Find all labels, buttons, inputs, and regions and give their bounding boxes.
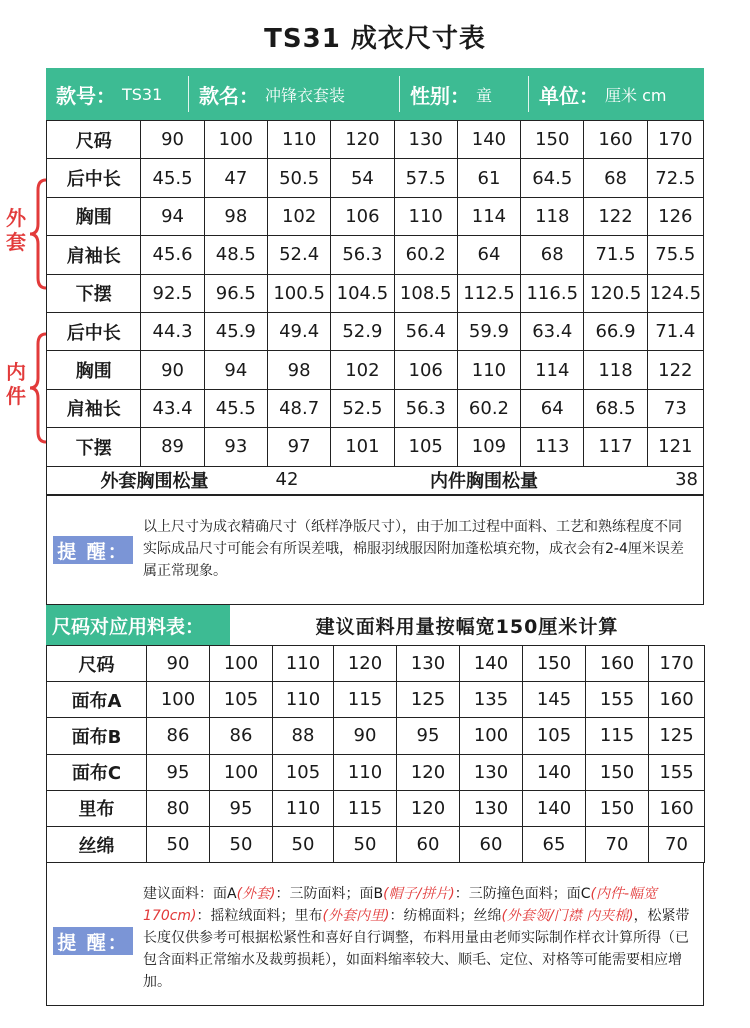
size-cell: 150 bbox=[523, 646, 586, 682]
style-name bbox=[189, 68, 399, 120]
row-label: 后中长 bbox=[47, 312, 141, 350]
style-name-value: 冲锋衣套装 bbox=[265, 85, 346, 105]
table-cell: 52.5 bbox=[331, 389, 394, 427]
note-highlight: (内件-幅宽170cm) bbox=[143, 886, 658, 924]
table-cell: 95 bbox=[210, 790, 273, 826]
note-box bbox=[46, 495, 704, 605]
divider bbox=[188, 76, 189, 112]
size-cell: 140 bbox=[460, 646, 523, 682]
row-label: 肩袖长 bbox=[47, 236, 141, 274]
table-cell: 44.3 bbox=[141, 312, 204, 350]
table-cell: 94 bbox=[141, 197, 204, 235]
table-cell: 45.9 bbox=[204, 312, 267, 350]
table-cell: 121 bbox=[647, 428, 703, 466]
table-cell: 140 bbox=[523, 754, 586, 790]
row-label: 面布C bbox=[47, 754, 147, 790]
table-cell: 89 bbox=[141, 428, 204, 466]
table-cell: 155 bbox=[649, 754, 705, 790]
fabric-header-label: 尺码对应用料表： bbox=[46, 605, 230, 645]
table-cell: 110 bbox=[273, 682, 334, 718]
table-cell: 140 bbox=[523, 790, 586, 826]
table-cell: 60.2 bbox=[394, 236, 457, 274]
size-cell: 110 bbox=[267, 121, 330, 159]
table-cell: 105 bbox=[394, 428, 457, 466]
table-cell: 135 bbox=[460, 682, 523, 718]
size-cell: 130 bbox=[397, 646, 460, 682]
table-cell: 105 bbox=[210, 682, 273, 718]
table-cell: 48.7 bbox=[267, 389, 330, 427]
table-cell: 88 bbox=[273, 718, 334, 754]
table-row bbox=[47, 312, 704, 350]
table-cell: 95 bbox=[147, 754, 210, 790]
table-cell: 122 bbox=[584, 197, 647, 235]
table-cell: 59.9 bbox=[457, 312, 520, 350]
table-cell: 100.5 bbox=[267, 274, 330, 312]
table-cell: 60 bbox=[397, 826, 460, 862]
table-cell: 71.5 bbox=[584, 236, 647, 274]
unit-value: 厘米 cm bbox=[605, 85, 667, 105]
inner-bracket-icon bbox=[28, 330, 50, 446]
style-name-label: 款名： bbox=[199, 83, 259, 108]
inner-ease-label: 内件胸围松量 bbox=[430, 470, 538, 492]
note-highlight: (帽子/拼片) bbox=[383, 886, 455, 902]
table-cell: 49.4 bbox=[267, 312, 330, 350]
table-cell: 50 bbox=[147, 826, 210, 862]
table-cell: 47 bbox=[204, 159, 267, 197]
size-cell: 100 bbox=[204, 121, 267, 159]
row-label: 后中长 bbox=[47, 159, 141, 197]
fabric-header-row bbox=[47, 646, 705, 682]
size-cell: 90 bbox=[141, 121, 204, 159]
size-cell: 120 bbox=[331, 121, 394, 159]
table-row bbox=[47, 754, 705, 790]
table-cell: 60 bbox=[460, 826, 523, 862]
table-cell: 116.5 bbox=[521, 274, 584, 312]
table-cell: 145 bbox=[523, 682, 586, 718]
table-cell: 90 bbox=[334, 718, 397, 754]
fabric-header-note: 建议面料用量按幅宽150厘米计算 bbox=[315, 615, 619, 638]
table-cell: 114 bbox=[457, 197, 520, 235]
info-bar bbox=[46, 68, 704, 120]
divider bbox=[399, 76, 400, 112]
note-segment: 建议面料：面A bbox=[143, 886, 237, 902]
table-cell: 68 bbox=[584, 159, 647, 197]
table-cell: 50 bbox=[273, 826, 334, 862]
table-cell: 64 bbox=[457, 236, 520, 274]
table-cell: 115 bbox=[586, 718, 649, 754]
table-cell: 160 bbox=[649, 682, 705, 718]
table-cell: 90 bbox=[141, 351, 204, 389]
table-cell: 70 bbox=[586, 826, 649, 862]
size-cell: 150 bbox=[521, 121, 584, 159]
row-label: 面布B bbox=[47, 718, 147, 754]
table-row bbox=[47, 159, 704, 197]
table-cell: 160 bbox=[649, 790, 705, 826]
table-cell: 98 bbox=[204, 197, 267, 235]
table-cell: 113 bbox=[521, 428, 584, 466]
table-row bbox=[47, 428, 704, 466]
note-segment: ，松紧带长度仅供参考可根据松紧性和喜好自行调整，布料用量由老师实际制作样衣计算所得（已包含面料正常缩水及裁剪损耗），如面料缩率较大、顺毛、定位、对格等可能需要相应增加。 bbox=[143, 908, 690, 990]
outer-bracket-icon bbox=[28, 176, 50, 292]
table-row bbox=[47, 236, 704, 274]
table-cell: 108.5 bbox=[394, 274, 457, 312]
table-cell: 68 bbox=[521, 236, 584, 274]
note-text bbox=[143, 883, 693, 993]
table-cell: 110 bbox=[394, 197, 457, 235]
table-cell: 115 bbox=[334, 790, 397, 826]
table-cell: 100 bbox=[460, 718, 523, 754]
table-cell: 86 bbox=[210, 718, 273, 754]
table-cell: 96.5 bbox=[204, 274, 267, 312]
table-cell: 86 bbox=[147, 718, 210, 754]
table-cell: 45.5 bbox=[141, 159, 204, 197]
size-cell: 170 bbox=[647, 121, 703, 159]
table-cell: 100 bbox=[210, 754, 273, 790]
row-label: 里布 bbox=[47, 790, 147, 826]
table-cell: 112.5 bbox=[457, 274, 520, 312]
table-cell: 63.4 bbox=[521, 312, 584, 350]
table-cell: 93 bbox=[204, 428, 267, 466]
table-cell: 155 bbox=[586, 682, 649, 718]
table-cell: 70 bbox=[649, 826, 705, 862]
table-row bbox=[47, 274, 704, 312]
unit-label: 单位： bbox=[539, 83, 599, 108]
table-cell: 43.4 bbox=[141, 389, 204, 427]
note-segment: ：纺棉面料；丝绵 bbox=[389, 908, 502, 924]
row-label: 胸围 bbox=[47, 351, 141, 389]
size-cell: 100 bbox=[210, 646, 273, 682]
inner-group-label: 内件 bbox=[6, 360, 26, 408]
note-box bbox=[46, 862, 704, 1006]
table-cell: 72.5 bbox=[647, 159, 703, 197]
table-cell: 122 bbox=[647, 351, 703, 389]
table-cell: 80 bbox=[147, 790, 210, 826]
size-cell: 160 bbox=[586, 646, 649, 682]
header-label: 尺码 bbox=[47, 646, 147, 682]
note-segment: ：三防面料；面B bbox=[275, 886, 384, 902]
style-no bbox=[46, 68, 188, 120]
row-label: 丝绵 bbox=[47, 826, 147, 862]
table-cell: 120 bbox=[397, 754, 460, 790]
table-cell: 45.5 bbox=[204, 389, 267, 427]
table-cell: 50.5 bbox=[267, 159, 330, 197]
table-cell: 102 bbox=[267, 197, 330, 235]
table-cell: 110 bbox=[334, 754, 397, 790]
table-cell: 73 bbox=[647, 389, 703, 427]
table-cell: 56.3 bbox=[394, 389, 457, 427]
size-cell: 130 bbox=[394, 121, 457, 159]
table-cell: 120.5 bbox=[584, 274, 647, 312]
table-row bbox=[47, 197, 704, 235]
table-cell: 126 bbox=[647, 197, 703, 235]
table-cell: 60.2 bbox=[457, 389, 520, 427]
table-cell: 98 bbox=[267, 351, 330, 389]
note-segment: ：三防撞色面料；面C bbox=[454, 886, 591, 902]
size-cell: 170 bbox=[649, 646, 705, 682]
table-cell: 102 bbox=[331, 351, 394, 389]
gender-value: 童 bbox=[476, 85, 493, 105]
table-cell: 95 bbox=[397, 718, 460, 754]
table-cell: 48.5 bbox=[204, 236, 267, 274]
table-row bbox=[47, 389, 704, 427]
table-cell: 54 bbox=[331, 159, 394, 197]
table-row bbox=[47, 351, 704, 389]
table-cell: 75.5 bbox=[647, 236, 703, 274]
row-label: 肩袖长 bbox=[47, 389, 141, 427]
table-cell: 61 bbox=[457, 159, 520, 197]
table-cell: 110 bbox=[273, 790, 334, 826]
page-title: TS31 成衣尺寸表 bbox=[264, 24, 486, 54]
size-cell: 90 bbox=[147, 646, 210, 682]
table-cell: 104.5 bbox=[331, 274, 394, 312]
table-cell: 109 bbox=[457, 428, 520, 466]
table-cell: 106 bbox=[394, 351, 457, 389]
table-row bbox=[47, 718, 705, 754]
table-cell: 130 bbox=[460, 790, 523, 826]
divider bbox=[528, 76, 529, 112]
note-highlight: (外套内里) bbox=[322, 908, 390, 924]
note-text: 以上尺寸为成衣精确尺寸（纸样净版尺寸），由于加工过程中面料、工艺和熟练程度不同实际成品尺寸可能会有所误差哦，棉服羽绒服因附加蓬松填充物，成衣会有2-4厘米误差属正常现象。 bbox=[143, 519, 684, 579]
table-cell: 125 bbox=[397, 682, 460, 718]
size-cell: 160 bbox=[584, 121, 647, 159]
table-cell: 110 bbox=[457, 351, 520, 389]
table-cell: 130 bbox=[460, 754, 523, 790]
table-cell: 118 bbox=[521, 197, 584, 235]
gender-label: 性别： bbox=[410, 83, 470, 108]
table-cell: 120 bbox=[397, 790, 460, 826]
table-cell: 50 bbox=[334, 826, 397, 862]
inner-ease-value: 38 bbox=[675, 469, 698, 490]
table-cell: 94 bbox=[204, 351, 267, 389]
note-highlight: (外套领/门襟 内夹棉) bbox=[501, 908, 634, 924]
tip-badge: 提 醒： bbox=[53, 927, 133, 955]
table-row bbox=[47, 826, 705, 862]
row-label: 胸围 bbox=[47, 197, 141, 235]
size-cell: 140 bbox=[457, 121, 520, 159]
table-cell: 124.5 bbox=[647, 274, 703, 312]
table-cell: 56.4 bbox=[394, 312, 457, 350]
table-cell: 50 bbox=[210, 826, 273, 862]
table-cell: 101 bbox=[331, 428, 394, 466]
table-cell: 52.4 bbox=[267, 236, 330, 274]
table-cell: 65 bbox=[523, 826, 586, 862]
note-segment: ：摇粒绒面料；里布 bbox=[196, 908, 323, 924]
table-cell: 52.9 bbox=[331, 312, 394, 350]
outer-group-label: 外套 bbox=[6, 206, 26, 254]
style-no-label: 款号： bbox=[56, 83, 116, 108]
table-row bbox=[47, 790, 705, 826]
note-highlight: (外套) bbox=[236, 886, 276, 902]
header-label: 尺码 bbox=[47, 121, 141, 159]
outer-ease-label: 外套胸围松量 bbox=[100, 470, 209, 492]
table-cell: 64.5 bbox=[521, 159, 584, 197]
table-cell: 56.3 bbox=[331, 236, 394, 274]
table-cell: 66.9 bbox=[584, 312, 647, 350]
table-cell: 71.4 bbox=[647, 312, 703, 350]
table-cell: 115 bbox=[334, 682, 397, 718]
table-cell: 125 bbox=[649, 718, 705, 754]
table-cell: 106 bbox=[331, 197, 394, 235]
row-label: 下摆 bbox=[47, 428, 141, 466]
table-cell: 45.6 bbox=[141, 236, 204, 274]
table-cell: 105 bbox=[273, 754, 334, 790]
table-cell: 114 bbox=[521, 351, 584, 389]
table-cell: 57.5 bbox=[394, 159, 457, 197]
table-cell: 117 bbox=[584, 428, 647, 466]
row-label: 面布A bbox=[47, 682, 147, 718]
row-label: 下摆 bbox=[47, 274, 141, 312]
size-cell: 120 bbox=[334, 646, 397, 682]
table-cell: 97 bbox=[267, 428, 330, 466]
table-cell: 68.5 bbox=[584, 389, 647, 427]
table-cell: 150 bbox=[586, 790, 649, 826]
style-no-value: TS31 bbox=[122, 84, 163, 104]
outer-ease-value: 42 bbox=[275, 469, 299, 490]
table-cell: 64 bbox=[521, 389, 584, 427]
table-cell: 105 bbox=[523, 718, 586, 754]
unit bbox=[529, 68, 704, 120]
size-table bbox=[46, 120, 704, 467]
size-header-row bbox=[47, 121, 704, 159]
tip-badge: 提 醒： bbox=[53, 536, 133, 564]
fabric-table bbox=[46, 645, 705, 863]
fabric-header bbox=[46, 605, 704, 645]
ease-row bbox=[46, 465, 704, 495]
table-cell: 118 bbox=[584, 351, 647, 389]
table-cell: 100 bbox=[147, 682, 210, 718]
table-row bbox=[47, 682, 705, 718]
table-cell: 92.5 bbox=[141, 274, 204, 312]
size-cell: 110 bbox=[273, 646, 334, 682]
table-cell: 150 bbox=[586, 754, 649, 790]
gender bbox=[400, 68, 528, 120]
